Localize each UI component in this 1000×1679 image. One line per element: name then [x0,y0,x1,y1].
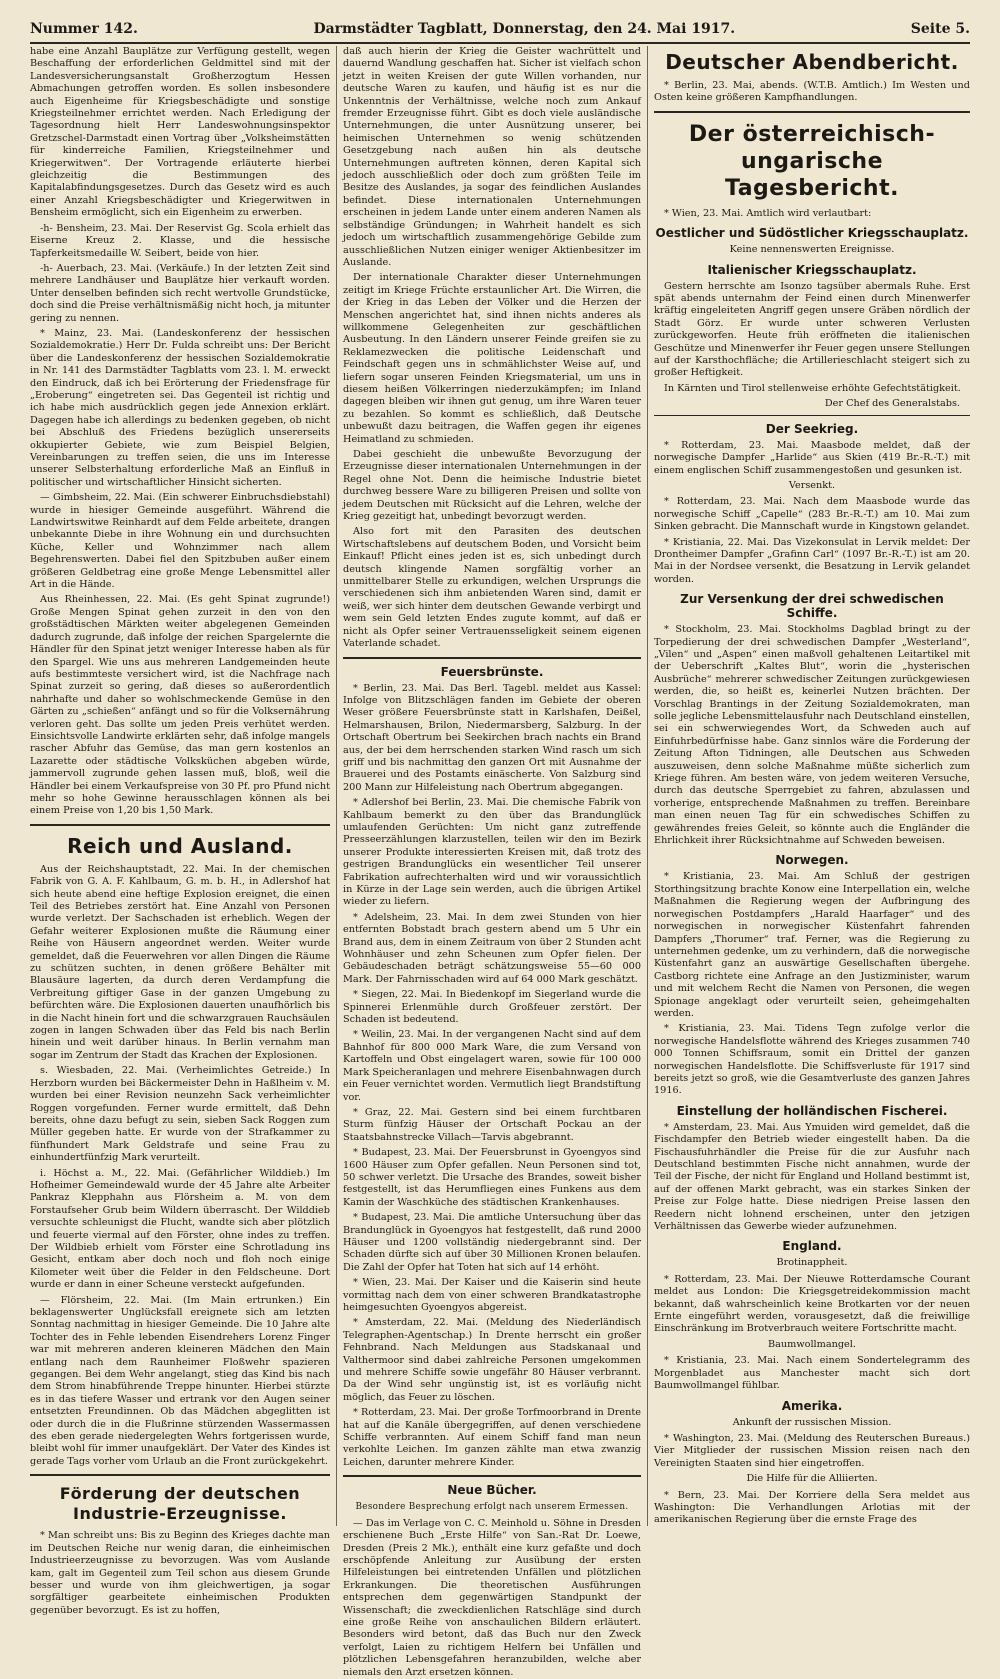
article-paragraph: * Amsterdam, 23. Mai. Aus Ymuiden wird gemeldet, daß die Fischdampfer den Betrieb wieder eingestellt haben. Da die Fischausfuhrhändler die Preise für die zur Ausfuhr nach Deutschland bestimmten Fische nicht annahmen, wurde der Teil der Fische, der nicht für England und Holland bestimmt ist, auf der offenen Markt gebracht, was ein starkes Sinken der Preise zur Folge hatte. Diese niedrigen Preise lassen den Reedern nicht lohnend erscheinen, unter den jetzigen Verhältnissen das Gewerbe wieder aufzunehmen. [654,1121,970,1233]
section-heading-foerderung: Förderung der deutschen Industrie-Erzeugnisse. [59,1484,301,1524]
article-paragraph: — Flörsheim, 22. Mai. (Im Main ertrunken.) Ein beklagenswerter Unglücksfall ereignete sich am letzten Sonntag nachmittag in hiesiger Gemeinde. Die 10 Jahre alte Tochter des in Fehle lebenden Eisendrehers Lorenz Finger war mit mehreren anderen kleineren Mädchen den Main entlang nach dem Raunheimer Floßwehr spazieren gegangen. Bei dem Wehr angelangt, stieg das Kind bis nach dem Strom hinabführende Treppe hinunter. Hierbei stürzte es in das tiefere Wasser und ertrank vor den Augen seiner entsetzten Freundinnen. Ob das Mädchen abgeglitten ist oder durch die in die Flußrinne stürzenden Wassermassen des eben gerade niedergelegten Wehrs fortgerissen wurde, bleibt wohl für immer unaufgeklärt. Der Vater des Kindes ist gerade Tags vorher vom Urlaub an die Front zurückgekehrt. [30,1294,330,1467]
subheading-seekrieg: Der Seekrieg. [765,421,859,436]
issue-number: Nummer 142. [30,21,138,37]
article-paragraph: * Budapest, 23. Mai. Die amtliche Untersuchung über das Brandunglück in Gyoengyos hat festgestellt, daß rund 2000 Häuser und 1200 vollständig niedergebrannt sind. Der Schaden dürfte sich auf über 30 Millionen Kronen belaufen. Die Zahl der Opfer hat Toten hat sich auf 14 erhöht. [343,1212,641,1273]
article-paragraph: daß auch hierin der Krieg die Geister wachrüttelt und dauernd Wandlung geschaffen hat. Sicher ist vielfach schon jetzt in weiten Kreisen der gute Willen vorhanden, nur deutsche Waren zu kaufen, und häufig ist es nur die Unkenntnis der Verhältnisse, welche noch zum Ankauf fremder Erzeugnisse führt. Gibt es doch viele ausländische Unternehmungen, die unter Ausnützung unserer, bei heimischen Unternehmen so wenig schützenden Gesetzgebung nach außen hin als deutsche Unternehmungen auftreten können, deren Kapital sich jedoch ausschließlich oder doch zum größten Teile im Besitze des Auslandes, ja sogar des feindlichen Auslandes befindet. Diese internationalen Unternehmungen erscheinen in jedem Lande unter einem anderen Namen als selbständige Gründungen; in Wahrheit handelt es sich jedoch um wirtschaftlich zusammengehörige Gebilde zum ausschließlichen Nutzen einiger weniger Aktienbesitzer im Auslande. [343,46,641,268]
article-paragraph: Dabei geschieht die unbewußte Bevorzugung der Erzeugnisse dieser internationalen Unternehmungen in der Regel ohne Not. Denn die heimische Industrie bietet durchweg bessere Ware zu billigeren Preisen und sollte von jedem Deutschen mit Rücksicht auf die Lehren, welche der Krieg gezeitigt hat, unbedingt bevorzugt werden. [343,449,641,523]
section-subheading: Besondere Besprechung erfolgt nach unserem Ermessen. [355,1502,629,1513]
article-paragraph: Aus Rheinhessen, 22. Mai. (Es geht Spinat zugrunde!) Große Mengen Spinat gehen zurzeit in den von den großstädtischen Märkten weiter abgelegenen Gemeinden dadurch zugrunde, daß infolge der reichen Spargelernte die Händler für den Spinat jetzt weniger Interesse haben als für den Spargel. Wie uns aus mehreren Landgemeinden heute aufs bestimmteste versichert wird, ist die Nachfrage nach Spinat zurzeit so gering, daß dieses so außerordentlich nahrhafte und daher so wohlschmeckende Gemüse in den Gärten zu „schießen“ anfängt und so für die Volksernährung verloren geht. Das sollte um jeden Preis verhütet werden. Einsichtsvolle Landwirte erklärten sehr, daß infolge mangels rascher Abfuhr das Gemüse, das man gern kostenlos an Lazarette oder städtische Volksküchen abgeben würde, jammervoll zugrunde gehen lassen muß, bloß, weil die Händler bei einem Verkaufspreise von 30 Pf. pro Pfund nicht mehr so hohe Gewinne herausschlagen können als bei einem Preise von 1,20 bis 1,50 Mark. [30,594,330,817]
newspaper-title-date: Darmstädter Tagblatt, Donnerstag, den 24. Mai 1917. [313,21,736,37]
subheading-versenkt: Versenkt. [788,479,836,491]
subheading-norwegen: Norwegen. [775,853,849,868]
article-paragraph: * Wien, 23. Mai. Der Kaiser und die Kaiserin sind heute vormittag nach dem von einer schweren Brandkatastrophe heimgesuchten Gyoengyos abgereist. [343,1277,641,1313]
subheading-brotknappheit: Brotinappheit. [776,1257,848,1269]
section-rule [30,824,330,826]
article-paragraph: — Das im Verlage von C. C. Meinhold u. Söhne in Dresden erschienene Buch „Erste Hilfe“ von San.-Rat Dr. Loewe, Dresden (Preis 2 Mk.), enthält eine kurz gefaßte und doch erschöpfende Anleitung zur Ausübung der ersten Hilfeleistungen bei eintretenden Unfällen und plötzlichen Erkrankungen. Die theoretischen Ausführungen entsprechen dem gegenwärtigen Standpunkt der Wissenschaft; die zweckdienlichen Ratschläge sind durch eine große Reihe von anschaulichen Bildern erläutert. Besonders wird betont, daß das Buch nur den Zweck verfolgt, Laien zu richtigem Helfern bei Unfällen und plötzlichen Lebensgefahren heranzubilden, welche aber niemals den Arzt ersetzen können. [343,1517,641,1678]
article-paragraph: * Rotterdam, 23. Mai. Der große Torfmoorbrand in Drente hat auf die Kanäle übergegriffen, auf denen verschiedene Schiffe verbrannten. Auf einem Schiff fand man neun verkohlte Leichen. Im ganzen zählte man etwa zwanzig Leichen, darunter mehrere Kinder. [343,1407,641,1468]
column-divider [336,46,337,1526]
article-paragraph: * Berlin, 23. Mai, abends. (W.T.B. Amtlich.) Im Westen und Osten keine größeren Kampfhandlungen. [654,80,970,104]
column-divider [647,46,648,1526]
section-rule [654,415,970,416]
article-paragraph: s. Wiesbaden, 22. Mai. (Verheimlichtes Getreide.) In Herzborn wurden bei Bäckermeister Dehn in Haßlheim v. M. wurden bei einer Revision neunzehn Sack verheimlichter Roggen vorgefunden. Ferner wurde ermittelt, daß Dehn bereits, ohne dazu befugt zu sein, sieben Sack Roggen zum Müller gegeben hatte. Er wurde von der Strafkammer zu fünfhundert Mark Geldstrafe und seine Frau zu einhundertfünfzig Mark verurteilt. [30,1065,330,1164]
page-header [30,14,970,44]
article-paragraph: * Man schreibt uns: Bis zu Beginn des Krieges dachte man im Deutschen Reiche nur wenig daran, die einheimischen Industrieerzeugnisse zu bevorzugen. Was vom Auslande kam, galt im Gegenteil zum Teil schon aus diesem Grunde besser und wurde von ihm gleichwertigen, ja sogar sorgfältiger gearbeitete einheimischen Produkten gegenüber bevorzugt. Es ist zu hoffen, [30,1530,330,1616]
section-rule [343,1475,641,1477]
section-heading-oesterreich-ungarn: Der österreichisch-ungarische Tagesbericht. [688,121,936,201]
header-rule [30,42,970,44]
article-paragraph: * Adlershof bei Berlin, 23. Mai. Die chemische Fabrik von Kahlbaum bemerkt zu den über das Brandunglück umlaufenden Gerüchten: Um nicht ganz zutreffende Presseerzählungen klarzustellen, teilen wir den im Bezirk unserer Produkte interessierten Kreisen mit, daß trotz des gestrigen Brandunglücks ein wesentlicher Teil unserer Fabrikation aufrechterhalten wird und wir voraussichtlich in Kürze in der Lage sein werden, auch die übrigen Artikel wieder zu liefern. [343,797,641,908]
subheading-italienischer-kriegsschauplatz: Italienischer Kriegsschauplatz. [707,262,917,277]
article-paragraph: * Adelsheim, 23. Mai. In dem zwei Stunden von hier entfernten Bobstadt brach gestern abend um 5 Uhr ein Brand aus, dem in einem Zeitraum von über 2 Stunden acht Wohnhäuser und zehn Scheunen zum Opfer fielen. Der Gebäudeschaden beträgt schätzungsweise 55—60 000 Mark. Der Fahrnisschaden wird auf 64 000 Mark geschätzt. [343,911,641,985]
report-line: Keine nennenswerten Ereignisse. [729,244,895,256]
article-paragraph: In Kärnten und Tirol stellenweise erhöhte Gefechtstätigkeit. [664,382,961,394]
article-paragraph: * Rotterdam, 23. Mai. Nach dem Maasbode wurde das norwegische Schiff „Capelle“ (283 Br.-R.-T.) am 10. Mai zum Sinken gebracht. Die Mannschaft wurde in Kingstown gelandet. [654,496,970,533]
article-paragraph: * Kristiania, 22. Mai. Das Vizekonsulat in Lervik meldet: Der Drontheimer Dampfer „Grafinn Carl“ (1097 Br.-R.-T.) ist am 20. Mai in der Nordsee versenkt, die Besatzung in Lervik gelandet worden. [654,536,970,585]
article-paragraph: * Weilin, 23. Mai. In der vergangenen Nacht sind auf dem Bahnhof für 800 000 Mark Ware, die zum Versand von Kartoffeln und Obst eingelagert waren, sowie für 100 000 Mark Speicheranlagen und mehrere Eisenbahnwagen durch ein Feuer vernichtet worden. Vermutlich liegt Brandstiftung vor. [343,1029,641,1103]
article-paragraph: Gestern herrschte am Isonzo tagsüber abermals Ruhe. Erst spät abends unternahm der Feind einen durch Minenwerfer kräftig eingeleiteten Angriff gegen unsere Gräben nördlich der Stadt Görz. Er wurde unter schweren Verlusten zurückgeworfen. Heute früh eröffneten die italienischen Geschütze und Minenwerfer ihr Feuer gegen unsere Stellungen auf der Karsthochfläche; die Artillerieschlacht steigert sich zu großer Heftigkeit. [654,280,970,379]
article-paragraph: * Kristiania, 23. Mai. Am Schluß der gestrigen Storthingsitzung brachte Konow eine Interpellation ein, welche Maßnahmen die Regierung wegen der Aufbringung des norwegischen Postdampfers „Harald Haarfager“ und des norwegischen in norwegischer Küstenfahrt fahrenden Dampfers „Thorumer“ traf. Ferner, was die Regierung zu unternehmen gedenke, um zu verhindern, daß die norwegische Küstenfahrt ganz an auswärtige Gesellschaften übergehe. Castborg richtete eine Anfrage an den Justizminister, warum und mit welchem Recht die Namen von Personen, die wegen Spionage angeklagt oder verurteilt seien, geheimgehalten werden. [654,871,970,1019]
section-rule [343,657,641,659]
article-paragraph: Aus der Reichshauptstadt, 22. Mai. In der chemischen Fabrik von G. A. F. Kahlbaum, G. m. b. H., in Adlershof hat sich heute abend eine heftige Explosion ereignet, die einen Teil des Betriebes zerstört hat. Eine Anzahl von Personen wurde verletzt. Der Sachschaden ist erheblich. Wegen der Gefahr weiterer Explosionen mußte die Räumung einer Reihe von Häusern angeordnet werden. Weiter wurde gemeldet, daß die Feuerwehren vor allen Dingen die Räume zu schützen suchten, in denen größere Behälter mit Blausäure lagerten, da durch deren Verdampfung die Verbreitung giftiger Gase in der ganzen Umgebung zu befürchten wäre. Die Explosionen dauerten unaufhörlich bis in die Nacht hinein fort und die schwarzgrauen Rauchsäulen zogen in langen Schwaden über das Feld bis nach Berlin hinein und weit darüber hinaus. In Berlin vernahm man sogar im Zentrum der Stadt das Krachen der Explosionen. [30,863,330,1061]
section-heading-reich-ausland: Reich und Ausland. [67,833,293,858]
page-number: Seite 5. [910,21,970,37]
article-paragraph: -h- Bensheim, 23. Mai. Der Reservist Gg. Scola erhielt das Eiserne Kreuz 2. Klasse, und die hessische Tapferkeitsmedaille W. Seibert, beide von hier. [30,222,330,259]
article-paragraph: * Bern, 23. Mai. Der Korriere della Sera meldet aus Washington: Die Verhandlungen Arlotias mit der amerikanischen Regierung über die ernste Frage des [654,1489,970,1526]
section-rule [654,111,970,113]
article-paragraph: * Kristiania, 23. Mai. Nach einem Sondertelegramm des Morgenbladet aus Manchester macht sich dort Baumwollmangel fühlbar. [654,1355,970,1392]
article-paragraph: * Amsterdam, 22. Mai. (Meldung des Niederländisch Telegraphen-Agentschap.) In Drente herrscht ein großer Fehnbrand. Nach Meldungen aus Stadskanaal und Valthermoor sind dabei zahlreiche Personen umgekommen und mehrere Schiffe sowie ungefähr 80 Häuser verbrannt. Da der Wind sehr ungünstig ist, ist es vorläufig nicht möglich, das Feuer zu löschen. [343,1317,641,1403]
article-paragraph: * Washington, 23. Mai. (Meldung des Reuterschen Bureaus.) Vier Mitglieder der russischen Mission reisen nach den Vereinigten Staaten sind hier eingetroffen. [654,1432,970,1469]
subheading-russische-mission: Ankunft der russischen Mission. [732,1416,892,1428]
article-paragraph: * Stockholm, 23. Mai. Stockholms Dagblad bringt zu der Torpedierung der drei schwedischen Dampfer „Westerland“, „Vilen“ und „Aspen“ einen maßvoll gehaltenen Leitartikel mit der Ueberschrift „Kaltes Blut“, worin die „hysterischen Ausbrüche“ mehrerer schwedischer Zeitungen zurückgewiesen werden, die, so heißt es, keinerlei Nutzen brächten. Der Vorschlag Brantings in der Zeitung Sozialdemokraten, man solle jegliche Lebensmittelausfuhr nach Deutschland einstellen, sei ein schwerwiegendes Wort, da Schweden auch auf Einfuhrbedürfnisse habe. Ganz sinnlos wäre die Forderung der Zeitung Afton Tidningen, alle Deutschen aus Schweden auszuweisen, denn solche Maßnahme müßte sicherlich zum Kriege führen. Am besten wäre, von jedem weiteren Versuche, durch das deutsche Sperrgebiet zu fahren, abzulassen und vorherige, entsprechende Maßnahmen zu treffen. Bereinbare man einen neuen Tag für ein schwedisches Schiffen zu gewährendes freies Geleit, so könnte auch die Engländer die Ehrlichkeit ihrer Rücksichtnahme auf Schweden beweisen. [654,624,970,847]
article-paragraph: Der internationale Charakter dieser Unternehmungen zeitigt im Kriege Früchte erstaunlicher Art. Die Wirren, die der Krieg in das Leben der Völker und die Herzen der Menschen angerichtet hat, sind ihnen nichts anderes als willkommene Gelegenheiten zur geschäftlichen Ausbeutung. In den Ländern unserer Feinde greifen sie zu Reklamezwecken die politische Leidenschaft und Feindschaft gegen uns in schmählichster Weise auf, und liefern sogar unseren Feinden Kriegsmaterial, um uns in diesem heißen Völkerringen niederzukämpfen; im Inland dagegen bleiben wir ihnen gut genug, um ihre Waren teuer zu bezahlen. So kommt es schließlich, daß Deutsche unbewußt dazu beitragen, die Waffen gegen ihr eigenes Heimatland zu schmieden. [343,272,641,445]
subheading-fischerei: Einstellung der holländischen Fischerei. [676,1103,948,1118]
article-paragraph: * Siegen, 22. Mai. In Biedenkopf im Siegerland wurde die Spinnerei Erlenmühle durch Großfeuer zerstört. Der Schaden ist bedeutend. [343,989,641,1026]
article-paragraph: i. Höchst a. M., 22. Mai. (Gefährlicher Wilddieb.) Im Hofheimer Gemeindewald wurde der 45 Jahre alte Arbeiter Pankraz Klepphahn aus Flörsheim a. M. von dem Forstaufseher Grub beim Wildern überrascht. Der Wilddieb versuchte schleunigst die Flucht, wandte sich aber plötzlich und feuerte viermal auf den Förster, ohne indes zu treffen. Der Wildbieb erhielt vom Förster eine Schrotladung ins Gesicht, entkam aber doch noch und floh noch einige Kilometer weit über die Felder in den Feldscheune. Dort wurde er dann in einer Scheune versteckt aufgefunden. [30,1167,330,1291]
section-heading-abendbericht: Deutscher Abendbericht. [665,50,959,74]
article-paragraph: — Gimbsheim, 22. Mai. (Ein schwerer Einbruchsdiebstahl) wurde in hiesiger Gemeinde ausgeführt. Während die Landwirtswitwe Reinhardt auf dem Felde arbeitete, drangen unbekannte Diebe in ihre Wohnung ein und durchsuchten Küche, Keller und Wohnzimmer nach allem Begehrenswerten. Dabei fiel den Spitzbuben außer einem größeren Geldbetrag eine große Menge Lebensmittel aller Art in die Hände. [30,492,330,591]
subheading-amerika: Amerika. [781,1398,843,1413]
subheading-oestlicher-kriegsschauplatz: Oestlicher und Südöstlicher Kriegsschauplatz. [655,226,969,241]
section-rule [30,1474,330,1476]
column-right [654,46,970,1526]
report-signature: Der Chef des Generalstabs. [824,398,960,410]
subheading-england: England. [782,1239,842,1254]
article-paragraph: * Graz, 22. Mai. Gestern sind bei einem furchtbaren Sturm fünfzig Häuser der Ortschaft Pockau an der Staatsbahnstrecke Villach—Tarvis abgebrannt. [343,1106,641,1143]
article-paragraph: * Rotterdam, 23. Mai. Maasbode meldet, daß der norwegische Dampfer „Harlide“ aus Skien (419 Br.-R.-T.) mit einem englischen Schiff zusammengestoßen und gesunken ist. [654,439,970,476]
article-paragraph: * Wien, 23. Mai. Amtlich wird verlautbart: [664,207,872,219]
subheading-baumwollmangel: Baumwollmangel. [768,1338,856,1350]
article-paragraph: habe eine Anzahl Bauplätze zur Verfügung gestellt, wegen Beschaffung der erforderlichen Geldmittel sind mit der Landesversicherungsanstalt Großherzogtum Hessen Abmachungen getroffen worden. Es sollen insbesondere auch Eigenheime für Kriegsbeschädigte und sonstige Kriegsteilnehmer errichtet werden. Nach Erledigung der Tagesordnung hielt Herr Landeswohnungsinspektor Gretzschel-Darmstadt einen Vortrag über „Volksheimstätten für kinderreiche Familien, Kriegsteilnehmer und Kriegerwitwen“. Der Vortragende erläuterte hierbei gleichzeitig die Bestimmungen des Kapitalabfindungsgesetzes. Durch das Gesetz wird es auch einer Anzahl Kriegsbeschädigter und Kriegerwitwen in Bensheim ermöglicht, sich ein Eigenheim zu erwerben. [30,46,330,219]
section-heading-neue-buecher: Neue Bücher. [447,1483,537,1498]
column-left [30,46,330,1616]
article-paragraph: Also fort mit den Parasiten des deutschen Wirtschaftslebens auf deutschem Boden, und Vorsicht beim Einkauf! Pflicht eines jeden ist es, sich unbedingt durch deutsch klingende Namen sorgfältig vorher an unmittelbarer Stelle zu erkundigen, welchen Ursprungs die verschiedenen sich ihm anbietenden Waren sind, damit er weiß, wer sich hinter dem deutschen Gewande verbirgt und wem sein Geld letzten Endes zugute kommt, auf daß er nicht als Opfer seiner Vertrauensseligkeit seinem eigenen Vaterlande schadet. [343,526,641,650]
section-heading-feuersbruenste: Feuersbrünste. [440,664,544,679]
article-paragraph: * Rotterdam, 23. Mai. Der Nieuwe Rotterdamsche Courant meldet aus London: Die Kriegsgetreidekommission macht bekannt, daß wahrscheinlich keine Brotkarten vor der neuen Ernte eingeführt werden, vorausgesetzt, daß die freiwillige Einschränkung im Brotverbrauch weitere Fortschritte macht. [654,1273,970,1335]
article-paragraph: * Mainz, 23. Mai. (Landeskonferenz der hessischen Sozialdemokratie.) Herr Dr. Fulda schreibt uns: Der Bericht über die Landeskonferenz der hessischen Sozialdemokratie in Nr. 141 des Darmstädter Tagblatts vom 23. l. M. erweckt den Eindruck, daß ich bei Erörterung der Friedensfrage für „Eroberung“ eingetreten sei. Das Gegenteil ist richtig und ich habe mich ausdrücklich gegen jede Annexion erklärt. Dagegen habe ich allerdings zu bedenken gegeben, ob nicht bei Abschluß des Friedens bezüglich unsererseits okkupierter Gebiete, wie zum Beispiel Belgien, Vereinbarungen zu treffen seien, die uns im Interesse unserer Selbsterhaltung erforderliche Maß an Einfluß in politischer und wirtschaftlicher Hinsicht sicherten. [30,327,330,488]
article-paragraph: * Budapest, 23. Mai. Der Feuersbrunst in Gyoengyos sind 1600 Häuser zum Opfer gefallen. Neun Personen sind tot, 50 schwer verletzt. Die Ursache des Brandes, soweit bisher festgestellt, ist das Herumfliegen eines Funkens aus dem Kamin der Waschküche des städtischen Krankenhauses. [343,1147,641,1208]
article-paragraph: * Berlin, 23. Mai. Das Berl. Tagebl. meldet aus Kassel: Infolge von Blitzschlägen fanden im Gebiete der oberen Weser größere Feuersbrünste statt in Karlshafen, Deißel, Helmarshausen, Brilon, Niedermarsberg, Salzburg. In der Ortschaft Obertrum bei Seekirchen brach nachts ein Brand aus, der bei dem herrschenden starken Wind rasch um sich griff und bis nachmittag den ganzen Ort mit Ausnahme der Brauerei und des Postamts einäscherte. Von Salzburg sind 200 Mann zur Hilfeleistung nach Obertrum abgegangen. [343,682,641,793]
column-middle [343,46,641,1678]
subheading-schwedische-schiffe: Zur Versenkung der drei schwedischen Schiffe. [680,592,944,621]
subheading-hilfe-alliierte: Die Hilfe für die Alliierten. [746,1473,878,1485]
article-paragraph: -h- Auerbach, 23. Mai. (Verkäufe.) In der letzten Zeit sind mehrere Landhäuser und Bauplätze hier verkauft worden. Unter denselben befinden sich recht wertvolle Grundstücke, doch sind die Preise verhältnismäßig nicht hoch, ja mitunter gering zu nennen. [30,262,330,324]
article-paragraph: * Kristiania, 23. Mai. Tidens Tegn zufolge verlor die norwegische Handelsflotte während des Krieges zusammen 740 000 Tonnen Schiffsraum, somit ein Drittel der ganzen norwegischen Handelsflotte. Die Schiffsverluste für 1917 sind bereits jetzt so groß, wie die Gesamtverluste des ganzen Jahres 1916. [654,1023,970,1097]
